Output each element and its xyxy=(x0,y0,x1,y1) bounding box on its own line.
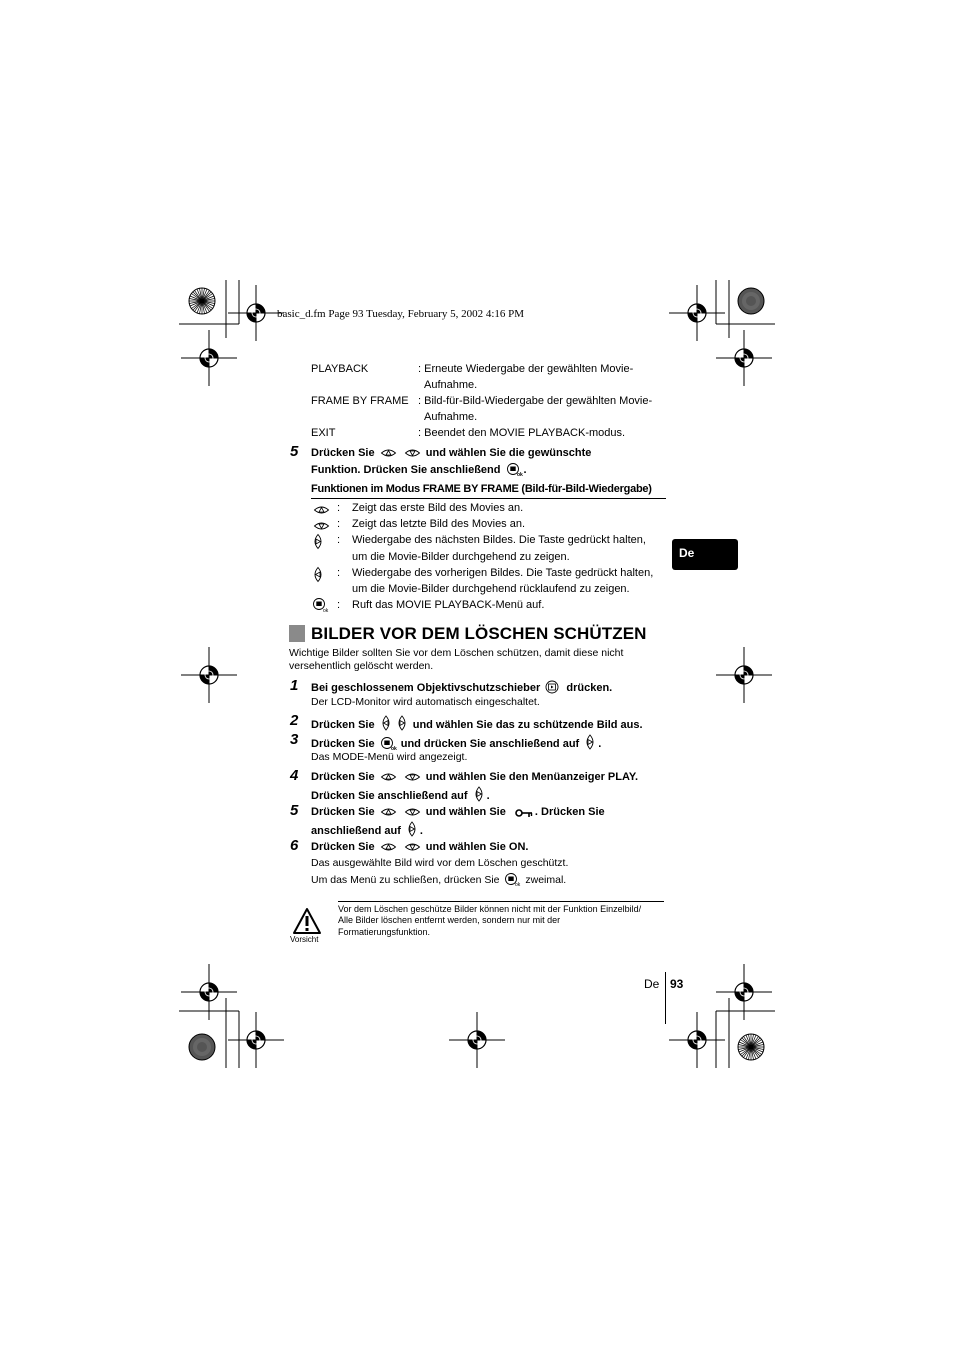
step-number: 2 xyxy=(290,712,299,729)
item-separator: : xyxy=(337,502,341,514)
section-intro-cont: versehentlich gelöscht werden. xyxy=(289,660,434,672)
language-tab-label: De xyxy=(679,546,695,560)
footer-language: De xyxy=(644,977,660,991)
item-separator: : xyxy=(337,534,341,546)
step-text-part: . Drücken Sie xyxy=(534,806,605,818)
step-number: 3 xyxy=(290,731,299,748)
step-text-part: Drücken Sie xyxy=(311,738,375,750)
section-title: BILDER VOR DEM LÖSCHEN SCHÜTZEN xyxy=(311,624,647,643)
menu-item-desc: : Erneute Wiedergabe der gewählten Movie- xyxy=(418,363,634,375)
step-text-part: . xyxy=(419,825,423,837)
step-note: Das MODE-Menü wird angezeigt. xyxy=(311,751,468,763)
menu-item-name: EXIT xyxy=(311,427,336,439)
svg-text:ok: ok xyxy=(516,472,523,478)
file-info-header: basic_d.fm Page 93 Tuesday, February 5, 2002 4:16 PM xyxy=(277,308,525,320)
subheading-rule xyxy=(311,498,666,499)
item-separator: : xyxy=(337,599,341,611)
step-text-part: und wählen Sie den Menüanzeiger PLAY. xyxy=(425,771,639,783)
step-text-part: Bei geschlossenem Objektivschutzschieber xyxy=(311,682,541,694)
step-number: 6 xyxy=(290,837,299,854)
step-text-part: Drücken Sie xyxy=(311,447,375,459)
section-subheading: Funktionen im Modus FRAME BY FRAME (Bild-für-Bild-Wiedergabe) xyxy=(311,483,652,495)
step-text xyxy=(311,821,423,842)
item-text: Ruft das MOVIE PLAYBACK-Menü auf. xyxy=(352,599,545,611)
ok-menu-button-icon xyxy=(504,872,520,890)
step-text-part: . xyxy=(523,464,527,476)
step-text-part: . xyxy=(598,738,602,750)
step-text-part: und wählen Sie die gewünschte xyxy=(425,447,592,459)
step-number: 5 xyxy=(290,802,299,819)
item-separator: : xyxy=(337,567,341,579)
step-text-part: und wählen Sie ON. xyxy=(425,841,529,853)
item-text: Zeigt das letzte Bild des Movies an. xyxy=(352,518,526,530)
caution-text: Formatierungsfunktion. xyxy=(338,927,431,937)
right-arrow-button-icon xyxy=(473,786,485,807)
key-protect-icon xyxy=(515,808,533,823)
right-arrow-button-icon xyxy=(312,533,324,555)
caution-label: Vorsicht xyxy=(290,935,319,944)
step-text-part: Drücken Sie xyxy=(311,719,375,731)
menu-item-desc: : Bild-für-Bild-Wiedergabe der gewählten Movie- xyxy=(418,395,653,407)
footer-divider xyxy=(665,972,666,1024)
page-number: 93 xyxy=(670,977,684,991)
svg-text:ok: ok xyxy=(390,746,397,752)
step-note: Der LCD-Monitor wird automatisch eingeschaltet. xyxy=(311,696,540,708)
step-text-part: und drücken Sie anschließend auf xyxy=(400,738,580,750)
step-text xyxy=(311,786,490,807)
left-arrow-button-icon xyxy=(312,566,324,588)
step-text-part: und wählen Sie das zu schützende Bild aus. xyxy=(412,719,643,731)
step-text-part: . xyxy=(486,790,490,802)
caution-rule xyxy=(338,901,664,902)
right-arrow-button-icon xyxy=(406,821,418,842)
right-arrow-button-icon xyxy=(396,715,408,736)
step-text-part: und wählen Sie xyxy=(425,806,506,818)
menu-item-desc: : Beendet den MOVIE PLAYBACK-modus. xyxy=(418,427,626,439)
step-note-part: Um das Menü zu schließen, drücken Sie xyxy=(311,874,500,886)
left-arrow-button-icon xyxy=(380,715,392,736)
step-text-part: Funktion. Drücken Sie anschließend xyxy=(311,464,501,476)
step-text-part: Drücken Sie xyxy=(311,841,375,853)
ok-menu-button-icon xyxy=(506,462,522,481)
menu-item-name: FRAME BY FRAME xyxy=(311,395,409,407)
step-note: Das ausgewählte Bild wird vor dem Löschen geschützt. xyxy=(311,857,569,869)
menu-item-name: PLAYBACK xyxy=(311,363,369,375)
step-text-part: Drücken Sie anschließend auf xyxy=(311,790,468,802)
item-text: Zeigt das erste Bild des Movies an. xyxy=(352,502,524,514)
step-number: 4 xyxy=(290,767,299,784)
section-intro: Wichtige Bilder sollten Sie vor dem Löschen schützen, damit diese nicht xyxy=(289,647,624,659)
right-arrow-button-icon xyxy=(584,734,596,755)
language-tab xyxy=(672,539,738,570)
item-text-cont: um die Movie-Bilder durchgehend rücklaufend zu zeigen. xyxy=(352,583,630,595)
playback-button-icon xyxy=(545,680,561,699)
step-text-part: anschließend auf xyxy=(311,825,401,837)
step-note-part: zweimal. xyxy=(525,874,567,886)
step-number: 1 xyxy=(290,677,299,694)
caution-text: Vor dem Löschen geschütze Bilder können nicht mit der Funktion Einzelbild/ xyxy=(338,904,642,914)
step-number: 5 xyxy=(290,443,299,460)
ok-menu-button-icon xyxy=(312,597,329,617)
step-text-part: drücken. xyxy=(566,682,613,694)
item-separator: : xyxy=(337,518,341,530)
caution-text: Alle Bilder löschen entfernt werden, sondern nur mit der xyxy=(338,915,561,925)
svg-text:ok: ok xyxy=(323,608,329,614)
section-title-marker xyxy=(289,625,305,642)
item-text: Wiedergabe des nächsten Bildes. Die Taste gedrückt halten, xyxy=(352,534,646,546)
item-text-cont: um die Movie-Bilder durchgehend zu zeigen. xyxy=(352,551,570,563)
step-text xyxy=(311,715,643,736)
menu-item-desc-cont: Aufnahme. xyxy=(424,411,478,423)
step-text-part: Drücken Sie xyxy=(311,806,375,818)
step-text-part: Drücken Sie xyxy=(311,771,375,783)
step-text xyxy=(311,462,527,481)
step-note xyxy=(311,872,566,890)
item-text: Wiedergabe des vorherigen Bildes. Die Taste gedrückt halten, xyxy=(352,567,654,579)
menu-item-desc-cont: Aufnahme. xyxy=(424,379,478,391)
svg-text:ok: ok xyxy=(515,882,521,888)
